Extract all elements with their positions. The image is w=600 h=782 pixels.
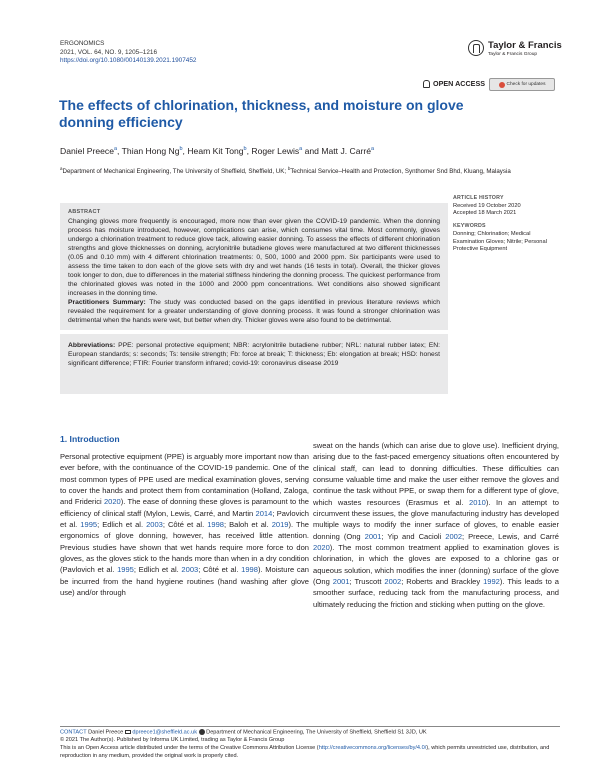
license-link[interactable]: http://creativecommons.org/licenses/by/4.0/ — [318, 744, 427, 751]
abstract-box — [60, 203, 448, 330]
footer — [60, 729, 560, 760]
contact-label: CONTACT — [60, 729, 87, 736]
author: Matt J. Carré — [321, 145, 372, 156]
doi-link[interactable]: https://doi.org/10.1080/00140139.2021.1907452 — [60, 57, 197, 65]
author-sup: a — [299, 146, 303, 152]
journal-name: ERGONOMICS — [60, 40, 105, 47]
keywords-text: Donning; Chlorination; Medical Examination Gloves; Nitrile; Personal Protective Equipment — [453, 230, 547, 253]
contact-email[interactable]: dpreece1@sheffield.ac.uk — [132, 729, 198, 736]
article-sidebar — [453, 195, 563, 259]
footer-divider — [60, 726, 560, 727]
author-sup: a — [371, 146, 375, 152]
crossmark-icon — [499, 82, 505, 88]
open-access-badge — [423, 79, 485, 88]
author-list: Daniel Preece$^a$, Thian Hong Ng$^b$, Heam Kit Tong$^b$, Roger Lewis$^a$ and Matt J. Carré$^a$ — [60, 145, 375, 156]
check-updates-button[interactable] — [489, 78, 555, 91]
abbreviations-label: Abbreviations: — [68, 342, 116, 349]
license-text: This is an Open Access article distributed under the terms of the Creative Commons Attribution License (http://creativecommons.org/licenses/by/4.0/), which permits unrestricted use, distribution, and reproduction in any medium, provided the original work is properly cited. — [60, 744, 550, 759]
author: Daniel Preece — [60, 145, 114, 156]
abbreviations-box — [60, 334, 448, 394]
practitioner-label: Practitioners Summary: — [68, 299, 146, 306]
body-column-left: Personal protective equipment (PPE) is arguably more important now than ever before, with the continuance of the COVID-19 pandemic. One of the most common types of PPE used are medical examination gloves, serving to cover the hands and protect them from contamination (Holland, Zaloga, and Friderici 2020). The ease of donning these gloves is paramount to the efficiency of clinical staff (Mylon, Lewis, Carré, and Martin 2014; Pavlovich et al. 1995; Edlich et al. 2003; Côté et al. 1998; Baloh et al. 2019). The ergonomics of glove donning, however, has received little attention. Previous studies have shown that wet hands require more force to don gloves, as the gloves stick to the hands more than when in a dry condition (Pavlovich et al. 1995; Edlich et al. 2003; Côté et al. 1998). Moisture can be incurred from the hand hygiene routines (hand washing after glove use) and/or through — [60, 452, 310, 598]
body-column-right: sweat on the hands (which can arise due to glove use). Inefficient drying, arising due to the fast-paced emergency situations often encountered by clinical staff, can lead to donning difficulties. These difficulties can consume valuable time and make the user either remove the gloves and continue the task without PPE, or swap them for a different type of glove, which wastes resources (Erasmus et al. 2010). In an attempt to circumvent these issues, the glove manufacturing industry has developed multiple ways to modify the inner surface of gloves, to enable easier donning (Ong 2001; Yip and Cacioli 2002; Preece, Lewis, and Carré 2020). The most common treatment applied to examination gloves is chlorination, in which the gloves are exposed to a chlorine gas or aqueous solution, which modifies the inner (donning) surface of the glove (Ong 2001; Truscott 2002; Roberts and Brackley 1992). This leads to a smoother surface, reducing tack from the manufacturing process, and ultimately reducing the friction and sticking when putting on the glove. — [313, 441, 559, 609]
introduction-heading: 1. Introduction — [60, 434, 120, 444]
contact-address: Department of Mechanical Engineering, The University of Sheffield, Sheffield S1 3JD, UK — [206, 729, 427, 736]
journal-info — [60, 40, 196, 66]
keywords-heading: KEYWORDS — [453, 223, 486, 230]
author-sup: b — [243, 146, 247, 152]
email-icon — [125, 730, 131, 735]
practitioner-text: The study was conducted based on the gaps identified in previous literature reviews which revealed the requirement for a greater understanding of glove donning process. It was found a stronger chlorination was detrimental when the hands were wet, but better when dry. Thicker gloves were also found to be detrimental. — [68, 299, 440, 324]
open-lock-icon — [423, 80, 430, 88]
check-updates-label: Check for updates — [506, 82, 546, 87]
accepted-date: Accepted 18 March 2021 — [453, 210, 517, 217]
publisher-logo-icon — [468, 40, 484, 56]
article-title: The effects of chlorination, thickness, and moisture on glove donning efficiency — [59, 97, 464, 130]
abstract-heading: ABSTRACT — [68, 209, 101, 215]
contact-name: Daniel Preece — [88, 729, 124, 736]
open-access-label: OPEN ACCESS — [433, 79, 486, 88]
author-sup: b — [179, 146, 183, 152]
author-sup: a — [113, 146, 118, 152]
copyright: © 2021 The Author(s). Published by Informa UK Limited, trading as Taylor & Francis Group — [60, 737, 285, 744]
author: Thian Hong Ng — [121, 145, 180, 156]
abstract-text: Changing gloves more frequently is encouraged, more now than ever given the COVID-19 pandemic. When the donning process has moisture introduced, however, complications can arise, which consumes vital time. Most commonly, gloves undergo a chlorination treatment to reduce glove tack, allowing easier donning. To assess the effects of different chlorination strengths and glove thicknesses on donning, acrylonitrile butadiene gloves were manufactured at two different thicknesses (0.05 and 0.10 mm) with 4 different chlorination treatments: 0, 500, 1000 and 2000 ppm. Six participants were used to assess the time taken to don each of the glove sets with dry and wet hands (16 tests in total). Overall, the thicker gloves took longer to don, due to differences in the material stiffness hindering the donning process. The quickest performance from the chlorinated gloves was noted in the 1000 and 2000 ppm concentrations. Wet conditions also showed significant increases in the donning time. — [68, 218, 440, 297]
publisher-sub: Taylor & Francis Group — [488, 52, 538, 57]
affiliation-a: Department of Mechanical Engineering, The University of Sheffield, Sheffield, UK; — [62, 168, 287, 176]
publisher-name: Taylor & Francis — [488, 40, 562, 51]
author: Heam Kit Tong — [187, 145, 244, 156]
article-history-heading: ARTICLE HISTORY — [453, 195, 504, 201]
affiliations: $^a$Department of Mechanical Engineering, The University of Sheffield, Sheffield, UK; $^b$Technical Service–Health and Protection, Synthomer Snd Bhd, Kluang, Malaysia — [60, 166, 511, 176]
journal-issue: 2021, VOL. 64, NO. 9, 1205–1216 — [60, 48, 157, 56]
affiliation-b: Technical Service–Health and Protection, Synthomer Snd Bhd, Kluang, Malaysia — [290, 168, 511, 176]
received-date: Received 19 October 2020 — [453, 202, 521, 209]
abbreviations-text: PPE: personal protective equipment; NBR: acrylonitrile butadiene rubber; NRL: natural rubber latex; EN: European standards; s: seconds; Ts: tensile strength; Fb: force at break; T: thickness; Eb: elongation at break; HSD: honest significant difference; FTIR: Fourier transform infrared; covid-19: coronavirus disease 2019 — [68, 342, 440, 367]
address-icon — [199, 729, 205, 735]
author: Roger Lewis — [251, 145, 300, 156]
publisher-logo — [468, 38, 562, 62]
